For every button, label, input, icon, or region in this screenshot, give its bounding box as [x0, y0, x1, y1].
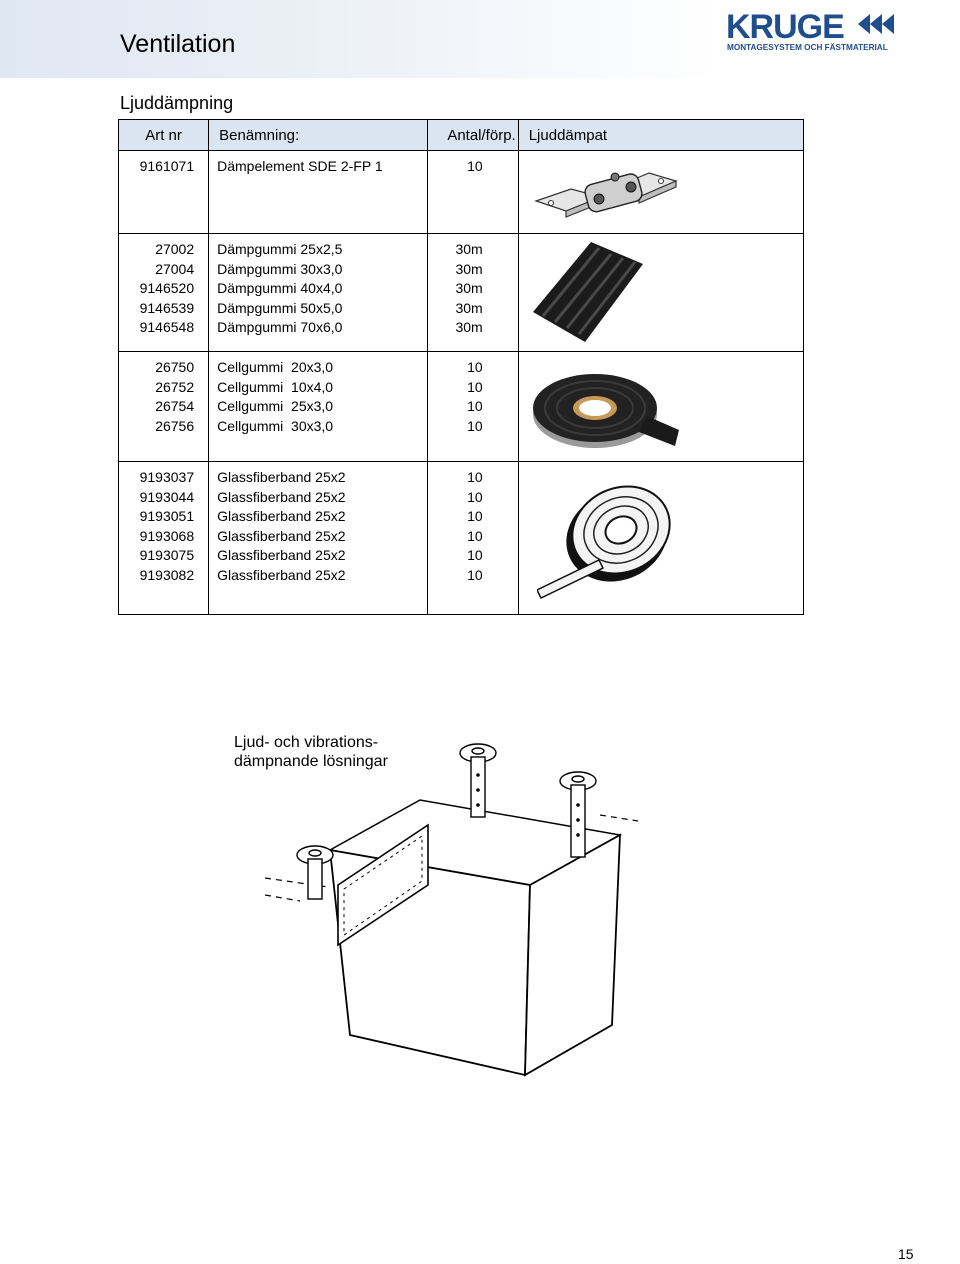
benamning: Cellgummi 30x3,0	[217, 417, 334, 434]
table-row	[119, 462, 804, 615]
header-antal: Antal/förp.	[427, 120, 518, 151]
antal: 30m	[455, 241, 483, 257]
suspended-ventilation-box-icon	[260, 735, 640, 1115]
benamning: Dämpelement SDE 2-FP 1	[217, 158, 383, 174]
table-row	[119, 352, 804, 462]
kruge-logo	[726, 8, 912, 54]
fiberglass-tape-roll-icon	[537, 472, 677, 602]
antal: 10	[467, 547, 483, 564]
benamning: Glassfiberband 25x2	[217, 488, 346, 505]
benamning: Dämpgummi 40x4,0	[217, 280, 343, 297]
art-nr: 9146520	[139, 280, 195, 297]
benamning: Dämpgummi 70x6,0	[217, 319, 343, 336]
svg-text:KRUGE: KRUGE	[726, 8, 844, 46]
header-benamning: Benämning:	[209, 120, 427, 151]
benamning: Glassfiberband 25x2	[217, 547, 346, 564]
svg-text:MONTAGESYSTEM OCH FÄSTMATERIAL: MONTAGESYSTEM OCH FÄSTMATERIAL	[727, 43, 888, 52]
art-nr: 9193075	[139, 547, 195, 564]
art-nr: 26750	[155, 359, 195, 375]
product-table	[118, 119, 804, 615]
art-nr: 26756	[155, 417, 195, 434]
art-nr: 26754	[155, 398, 195, 415]
header-art-nr: Art nr	[119, 120, 209, 151]
page-title: Ventilation	[120, 30, 236, 58]
art-nr: 9193051	[139, 508, 195, 525]
antal: 10	[467, 508, 483, 525]
art-nr: 9161071	[139, 158, 195, 174]
benamning: Cellgummi 25x3,0	[217, 398, 334, 415]
header-ljuddampat: Ljuddämpat	[518, 120, 803, 151]
antal: 10	[467, 359, 483, 375]
art-nr: 9146539	[139, 299, 195, 316]
art-nr: 9193082	[139, 566, 195, 583]
caption-line: dämpnande lösningar	[234, 753, 388, 770]
benamning: Cellgummi 10x4,0	[217, 378, 334, 395]
art-nr: 27002	[155, 241, 195, 257]
table-row	[119, 151, 804, 234]
table-row	[119, 234, 804, 352]
benamning: Cellgummi 20x3,0	[217, 359, 334, 375]
antal: 10	[467, 566, 483, 583]
antal: 10	[467, 488, 483, 505]
antal: 10	[467, 378, 483, 395]
metal-damper-element-icon	[531, 159, 681, 231]
art-nr: 9193068	[139, 527, 195, 544]
page-number: 15	[898, 1246, 914, 1262]
art-nr: 9146548	[139, 319, 195, 336]
benamning: Dämpgummi 25x2,5	[217, 241, 343, 257]
art-nr: 26752	[155, 378, 195, 395]
art-nr: 9193037	[139, 469, 195, 485]
benamning: Glassfiberband 25x2	[217, 566, 346, 583]
section-title: Ljuddämpning	[120, 93, 234, 113]
art-nr: 27004	[155, 260, 195, 277]
antal: 30m	[455, 260, 483, 277]
benamning: Dämpgummi 50x5,0	[217, 299, 343, 316]
art-nr: 9193044	[139, 488, 195, 505]
antal: 10	[467, 158, 483, 174]
benamning: Glassfiberband 25x2	[217, 469, 346, 485]
antal: 30m	[455, 319, 483, 336]
antal: 30m	[455, 299, 483, 316]
benamning: Dämpgummi 30x3,0	[217, 260, 343, 277]
benamning: Glassfiberband 25x2	[217, 527, 346, 544]
table-header-row	[119, 120, 804, 151]
antal: 10	[467, 398, 483, 415]
antal: 10	[467, 527, 483, 544]
foam-tape-roll-icon	[529, 362, 689, 454]
antal: 30m	[455, 280, 483, 297]
caption-line: Ljud- och vibrations-	[234, 734, 379, 751]
ribbed-rubber-strip-icon	[533, 242, 643, 342]
benamning: Glassfiberband 25x2	[217, 508, 346, 525]
antal: 10	[467, 417, 483, 434]
antal: 10	[467, 469, 483, 485]
